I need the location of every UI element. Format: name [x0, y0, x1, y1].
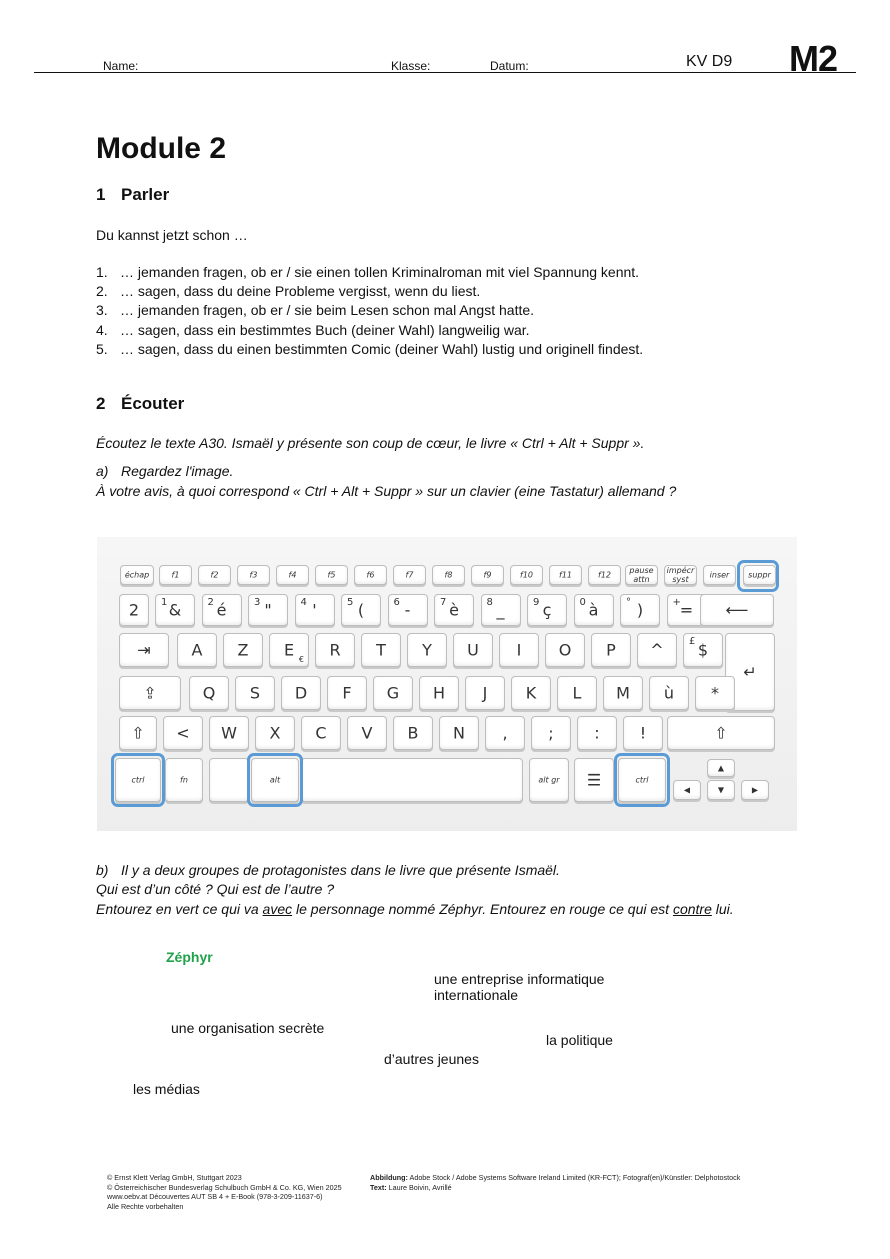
key-letter: , — [485, 716, 525, 750]
section-1-heading — [96, 185, 169, 205]
key-letter: N — [439, 716, 479, 750]
key-letter: E € — [269, 633, 309, 667]
key-letter: P — [591, 633, 631, 667]
key-f5: f5 — [315, 565, 348, 585]
key-impécr-syst: impécr syst — [664, 565, 697, 585]
task-a-line1: a) Regardez l'image. — [96, 463, 234, 479]
section-2-intro: Écoutez le texte A30. Ismaël y présente son coup de cœur, le livre « Ctrl + Alt + Suppr ». — [96, 435, 645, 451]
list-item: 2. … sagen, dass du deine Probleme vergisst, wenn du liest. — [96, 283, 481, 300]
key-f4: f4 — [276, 565, 309, 585]
key-letter: L — [557, 676, 597, 710]
key-number: ç 9 — [527, 594, 567, 626]
key-letter: $ £ — [683, 633, 723, 667]
key-f1: f1 — [159, 565, 192, 585]
section-1-number: 1 — [96, 185, 106, 204]
key-backspace: ⟵ — [700, 594, 774, 626]
key-letter: T — [361, 633, 401, 667]
key-number: è 7 — [434, 594, 474, 626]
word-autres-jeunes[interactable]: d’autres jeunes — [384, 1051, 479, 1067]
key-number: & 1 — [155, 594, 195, 626]
word-medias[interactable]: les médias — [133, 1081, 200, 1097]
task-b-line1: b) Il y a deux groupes de protagonistes dans le livre que présente Ismaël. — [96, 862, 560, 878]
worksheet-code: KV D9 — [686, 53, 733, 70]
task-b-line2: Qui est d’un côté ? Qui est de l’autre ? — [96, 881, 335, 897]
key-letter: : — [577, 716, 617, 750]
key-letter: * — [695, 676, 735, 710]
key-suppr: suppr — [743, 565, 776, 585]
key-f7: f7 — [393, 565, 426, 585]
key-f11: f11 — [549, 565, 582, 585]
key-tab: ⇥ — [119, 633, 169, 667]
key-letter: H — [419, 676, 459, 710]
name-label: Name: — [103, 59, 139, 73]
key-space — [301, 758, 523, 802]
key-f9: f9 — [471, 565, 504, 585]
key-letter: D — [281, 676, 321, 710]
key-letter: X — [255, 716, 295, 750]
key-letter: S — [235, 676, 275, 710]
key-letter: Y — [407, 633, 447, 667]
list-item: 4. … sagen, dass ein bestimmtes Buch (deiner Wahl) langweilig war. — [96, 321, 530, 338]
highlight-ctrl-right — [614, 753, 670, 807]
key-letter: F — [327, 676, 367, 710]
task-a-line2: À votre avis, à quoi correspond « Ctrl + Alt + Suppr » sur un clavier (eine Tastatur) allemand ? — [96, 483, 677, 499]
key-fn: fn — [165, 758, 203, 802]
key-letter: R — [315, 633, 355, 667]
date-label: Datum: — [490, 59, 529, 73]
key-number: é 2 — [202, 594, 242, 626]
key-number: à 0 — [574, 594, 614, 626]
key-letter: ^ — [637, 633, 677, 667]
key-letter: ! — [623, 716, 663, 750]
speaking-task-list — [96, 263, 643, 359]
key-number: = + — [667, 594, 707, 626]
key-ctrl-left: ctrl — [115, 758, 161, 802]
key-letter: I — [499, 633, 539, 667]
key-caps-lock: ⇪ — [119, 676, 181, 710]
key-arrow-left: ◀ — [673, 780, 701, 800]
highlight-alt — [247, 753, 303, 807]
key-enter: ↵ — [725, 633, 775, 711]
key-number: _ 8 — [481, 594, 521, 626]
module-badge: M2 — [789, 38, 838, 79]
section-2-heading — [96, 394, 184, 414]
list-item: 5. … sagen, dass du einen bestimmten Comic (deiner Wahl) lustig und originell findest. — [96, 340, 644, 357]
section-1-intro: Du kannst jetzt schon … — [96, 227, 248, 243]
key-arrow-right: ▶ — [741, 780, 769, 800]
section-1-title: Parler — [121, 185, 170, 204]
key-letter: O — [545, 633, 585, 667]
footer-credits: Abbildung: Adobe Stock / Adobe Systems Software Ireland Limited (KR-FCT); Fotograf(en)/Künstler: Delphotostock Text: Laure Boivin, Avrillé — [370, 1173, 741, 1192]
key-échap: échap — [120, 565, 154, 585]
word-organisation[interactable]: une organisation secrète — [171, 1020, 325, 1036]
footer-copyright: © Ernst Klett Verlag GmbH, Stuttgart 2023 © Österreichischer Bundesverlag Schulbuch GmbH & Co. KG, Wien 2025 www.oebv.at Découvertes AUT SB 4 + E-Book (978-3-209-11637-6) Alle Rechte vorbehalten — [107, 1173, 342, 1211]
key-inser: inser — [703, 565, 736, 585]
key-f8: f8 — [432, 565, 465, 585]
key-number: ' 4 — [295, 594, 335, 626]
key-number: - 6 — [388, 594, 428, 626]
key-arrow-up: ▲ — [707, 759, 735, 777]
key-letter: A — [177, 633, 217, 667]
key-shift-right: ⇧ — [667, 716, 775, 750]
key-f3: f3 — [237, 565, 270, 585]
key-letter: W — [209, 716, 249, 750]
key-number: ) ° — [620, 594, 660, 626]
key-alt-gr: alt gr — [529, 758, 569, 802]
key-letter: K — [511, 676, 551, 710]
key-f10: f10 — [510, 565, 543, 585]
key-letter: V — [347, 716, 387, 750]
key-number: ( 5 — [341, 594, 381, 626]
key-letter: Z — [223, 633, 263, 667]
key-f12: f12 — [588, 565, 621, 585]
class-label: Klasse: — [391, 59, 431, 73]
page-title: Module 2 — [96, 132, 227, 165]
key-letter: M — [603, 676, 643, 710]
header-rule — [34, 72, 856, 73]
key-letter: ù — [649, 676, 689, 710]
word-entreprise[interactable]: une entreprise informatique internationale — [434, 971, 605, 1003]
word-politique[interactable]: la politique — [546, 1032, 613, 1048]
key-letter: ; — [531, 716, 571, 750]
key-f6: f6 — [354, 565, 387, 585]
highlight-suppr — [737, 560, 779, 592]
key-alt: alt — [251, 758, 299, 802]
key-ctrl-right: ctrl — [618, 758, 666, 802]
list-item: 3. … jemanden fragen, ob er / sie beim Lesen schon mal Angst hatte. — [96, 302, 535, 319]
key-shift-left: ⇧ — [119, 716, 157, 750]
key-pause-attn: pause attn — [625, 565, 658, 585]
key-menu: ☰ — [574, 758, 614, 802]
task-b-line3: Entourez en vert ce qui va avec le personnage nommé Zéphyr. Entourez en rouge ce qui est contre lui. — [96, 901, 734, 917]
key-letter: G — [373, 676, 413, 710]
keyboard-image — [97, 537, 797, 831]
key-f2: f2 — [198, 565, 231, 585]
key-blank — [209, 758, 249, 802]
key-letter: Q — [189, 676, 229, 710]
key-arrow-down: ▼ — [707, 780, 735, 800]
list-item: 1. … jemanden fragen, ob er / sie einen tollen Kriminalroman mit viel Spannung kennt. — [96, 264, 640, 280]
key-2-top: 2 — [119, 594, 149, 626]
highlight-ctrl-left — [111, 753, 165, 807]
key-letter: B — [393, 716, 433, 750]
key-letter: U — [453, 633, 493, 667]
section-2-title: Écouter — [121, 394, 185, 413]
key-number: " 3 — [248, 594, 288, 626]
key-letter: < — [163, 716, 203, 750]
key-letter: C — [301, 716, 341, 750]
key-letter: J — [465, 676, 505, 710]
word-zephyr[interactable]: Zéphyr — [166, 949, 213, 965]
section-2-number: 2 — [96, 394, 106, 413]
